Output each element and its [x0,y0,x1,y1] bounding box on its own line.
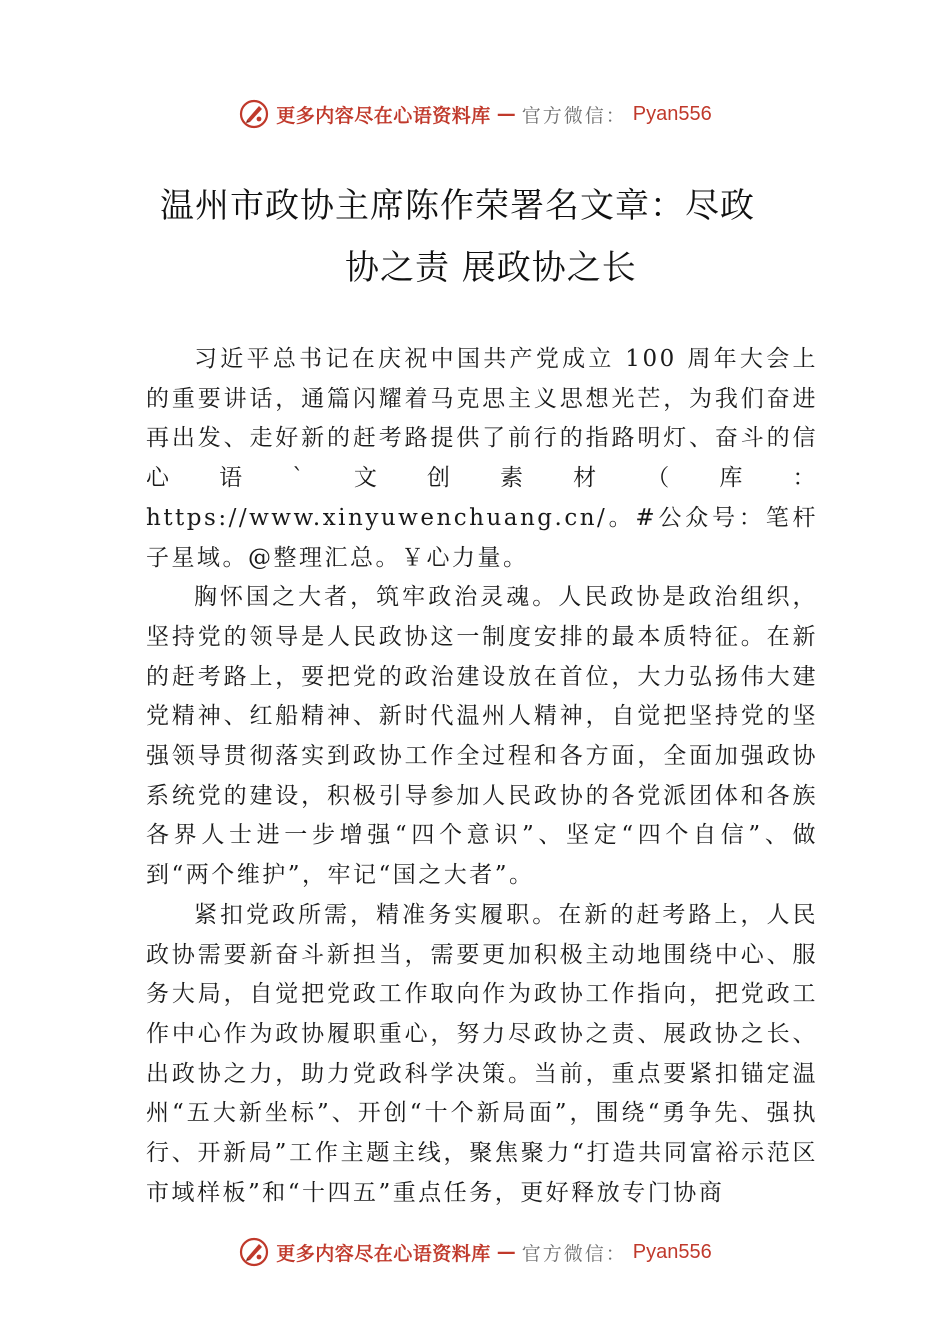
header-banner[interactable] [0,94,950,134]
banner-wechat-id: Pyan556 [632,1240,712,1263]
banner-wechat-id: Pyan556 [632,102,712,125]
paragraph-1: 习近平总书记在庆祝中国共产党成立 100 周年大会上的重要讲话，通篇闪耀着马克思主义思想光芒，为我们奋进再出发、走好新的赶考路提供了前行的指路明灯、奋斗的信心语`文创素材（库：https://www.xinyuwenchuang.cn/。#公众号：笔杆子星域。@整理汇总。￥心力量。 [146,346,818,571]
footer-banner[interactable] [0,1232,950,1272]
banner-main-text: 更多内容尽在心语资料库 [276,104,491,127]
title-line-1: 温州市政协主席陈作荣署名文章：尽政 [160,186,755,226]
paragraph-3: 紧扣党政所需，精准务实履职。在新的赶考路上，人民政协需要新奋斗新担当，需要更加积极主动地围绕中心、服务大局，自觉把党政工作取向作为政协工作指向，把党政工作中心作为政协履职重心，努力尽政协之责、展政协之长、 出政协之力，助力党政科学决策。当前，重点要紧扣锚定温州“五大新坐标”、开创“十个新局面”，围绕“勇争先、强执行、开新局”工作主题主线，聚焦聚力“打造共同富裕示范区市域样板”和“十四五”重点任务，更好释放专门协商 [146,901,818,1206]
banner-dash: — [496,1241,516,1263]
banner-label: 官方微信： [521,1242,627,1265]
title-line-2: 协之责 展政协之长 [345,248,637,288]
quill-seal-icon [238,1236,270,1268]
quill-seal-icon [238,98,270,130]
paragraph-2: 胸怀国之大者，筑牢政治灵魂。人民政协是政治组织，坚持党的领导是人民政协这一制度安排的最本质特征。在新的赶考路上，要把党的政治建设放在首位，大力弘扬伟大建党精神、红船精神、新时代温州人精神，自觉把坚持党的坚强领导贯彻落实到政协工作全过程和各方面，全面加强政协系统党的建设，积极引导参加人民政协的各党派团体和各族各界人士进一步增强“四个意识”、坚定“四个自信”、做到“两个维护”，牢记“国之大者”。 [146,584,818,889]
document-body [146,340,818,1213]
banner-label: 官方微信： [521,104,627,127]
banner-main-text: 更多内容尽在心语资料库 [276,1242,491,1265]
banner-dash: — [496,103,516,125]
